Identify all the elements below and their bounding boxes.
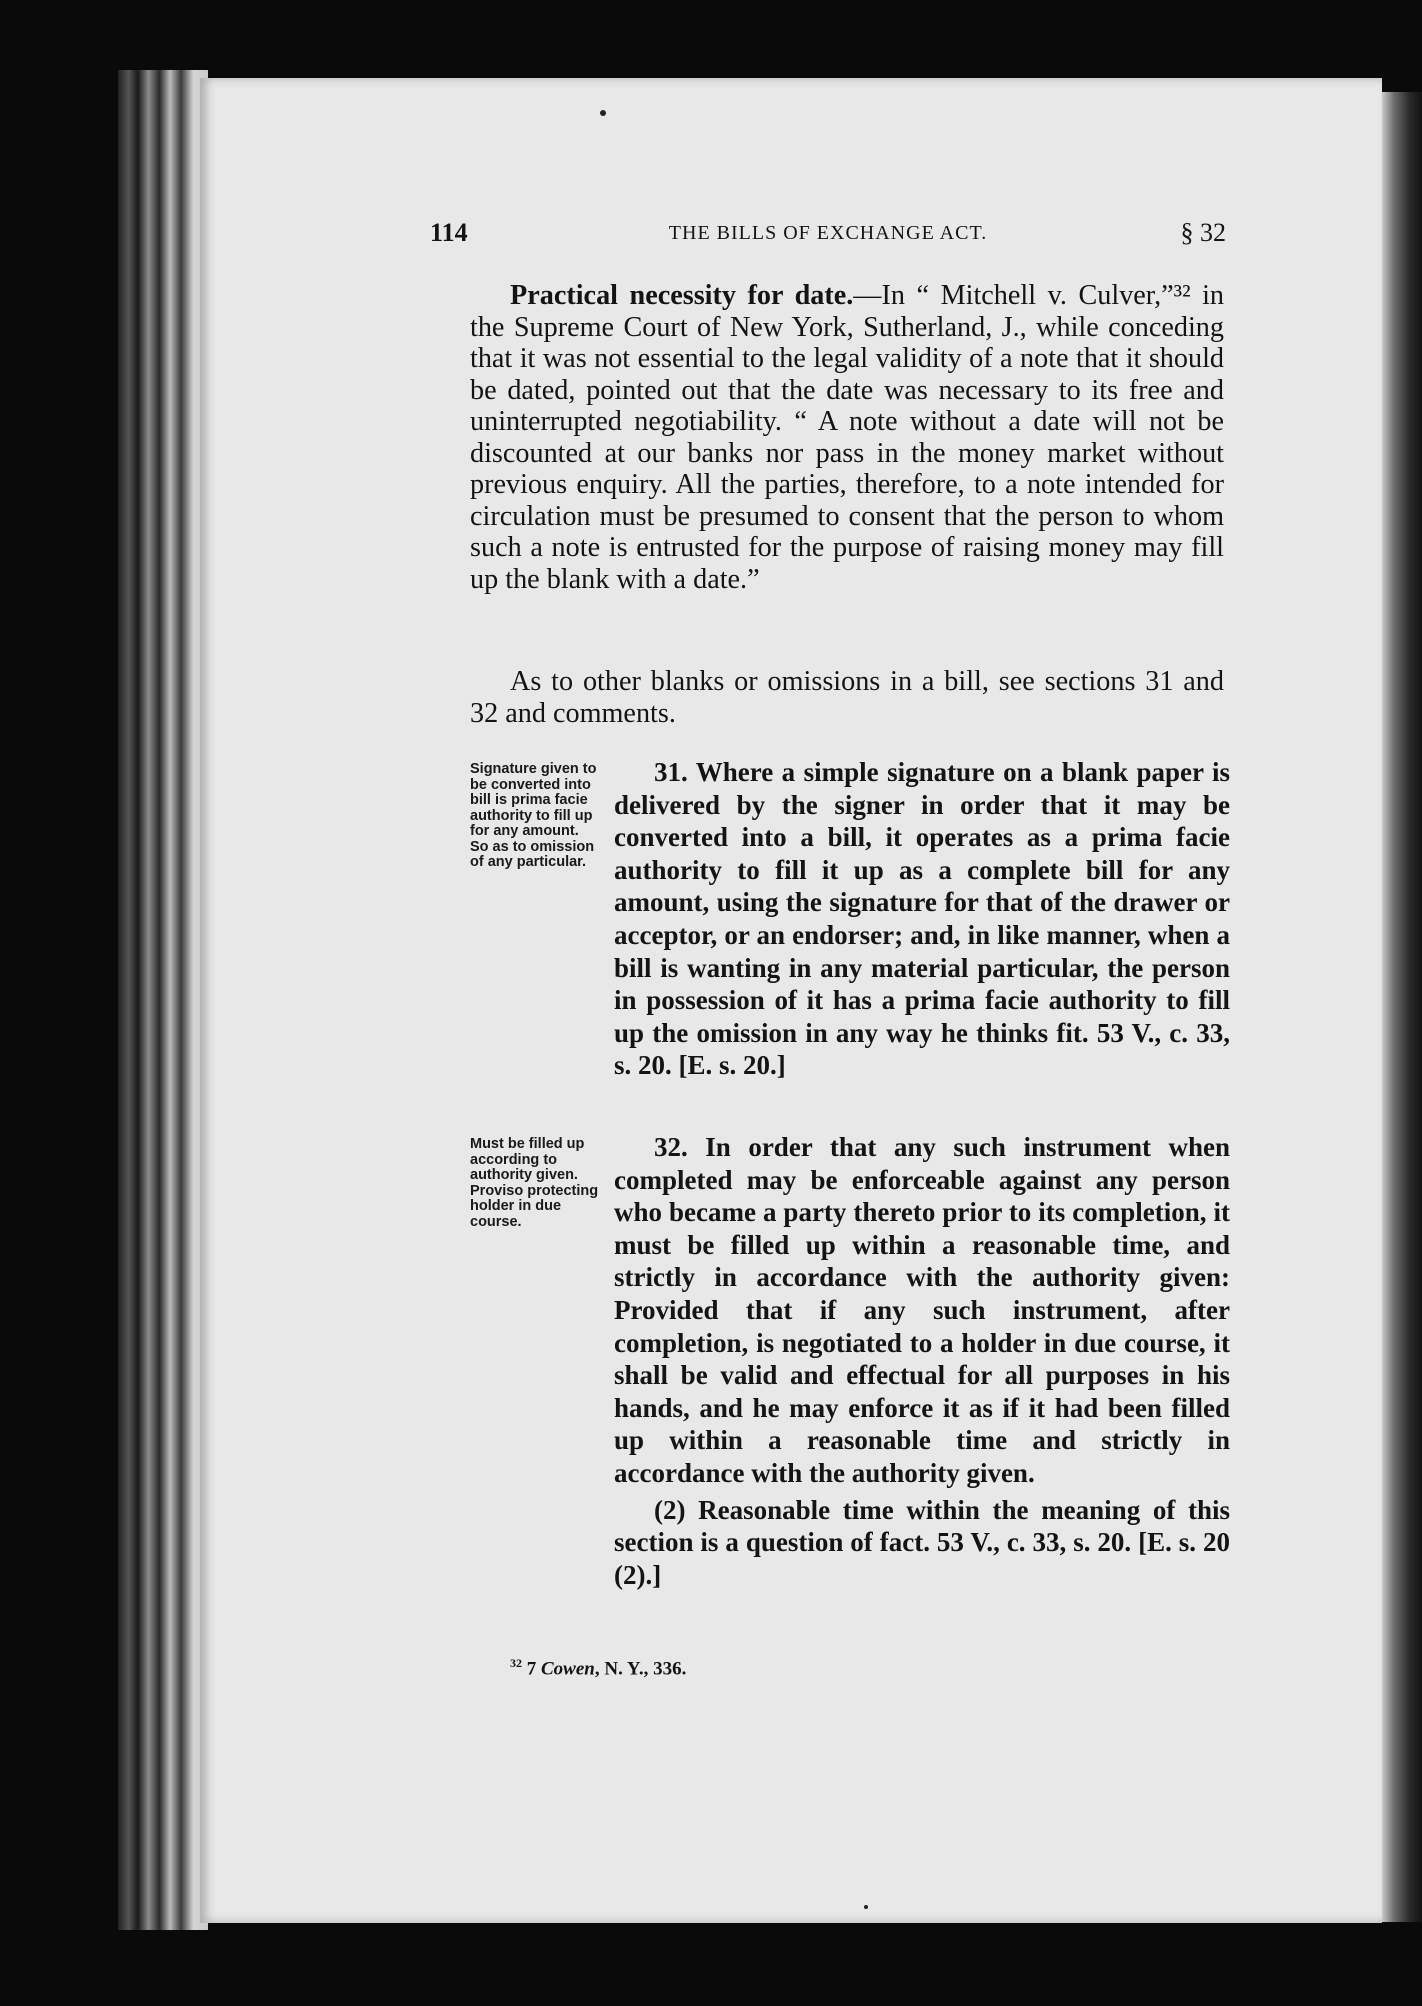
section-32	[470, 1131, 1230, 1631]
page-header	[430, 218, 1226, 252]
section-31	[470, 756, 1230, 1116]
paragraph-lead: Practical necessity for date.	[510, 280, 854, 311]
section-body	[614, 1131, 1230, 1591]
page-number: 114	[430, 218, 468, 247]
section-text: 32. In order that any such instrument when completed may be enforceable against any person who became a party thereto prior to its completion, it must be filled up within a reasonable time, and strictly in accordance with the authority given: Provided that if any such instrument, after completion, is negotiated to a holder in due course, it shall be valid and effectual for all purposes in his hands, and he may enforce it as if it had been filled up within a reasonable time and strictly in accordance with the authority given.	[614, 1132, 1230, 1488]
footnote	[510, 1656, 686, 1680]
running-title: THE BILLS OF EXCHANGE ACT.	[668, 222, 988, 244]
section-mark: § 32	[1180, 218, 1226, 247]
marginal-note: Signature given to be converted into bill is prima facie authority to fill up for any amount. So as to omission of any particular.	[470, 761, 597, 870]
ink-speck	[600, 110, 606, 116]
citation-rest: , N. Y., 336.	[594, 1658, 687, 1680]
marginal-note: Must be filled up according to authority given. Proviso protecting holder in due course.	[470, 1136, 599, 1230]
subsection-2: (2) Reasonable time within the meaning of this section is a question of fact. 53 V., c. 33, s. 20. [E. s. 20 (2).]	[614, 1494, 1230, 1590]
citation-reporter: Cowen	[541, 1658, 595, 1680]
book-binding	[118, 70, 208, 1930]
paragraph-other-blanks: As to other blanks or omissions in a bill, see sections 31 and 32 and comments.	[470, 666, 1224, 729]
ink-speck	[864, 1905, 868, 1909]
paragraph-body: —In “ Mitchell v. Culver,”³² in the Supreme Court of New York, Sutherland, J., while conceding that it was not essential to the legal validity of a note that it should be dated, pointed out that the date was necessary to its free and uninterrupted negotiability. “ A note without a date will not be discounted at our banks nor pass in the money market without previous enquiry. All the parties, therefore, to a note intended for circulation must be presumed to consent that the person to whom such a note is entrusted for the purpose of raising money may fill up the blank with a date.”	[470, 280, 1224, 595]
section-text: 31. Where a simple signature on a blank paper is delivered by the signer in order that it may be converted into a bill, it operates as a prima facie authority to fill it up as a complete bill for any amount, using the signature for that of the drawer or acceptor, or an endorser; and, in like manner, when a bill is wanting in any material particular, the person in possession of it has a prima facie authority to fill up the omission in any way he thinks fit. 53 V., c. 33, s. 20. [E. s. 20.]	[614, 757, 1230, 1081]
paragraph-practical-necessity	[470, 280, 1224, 595]
citation-volume: 7	[526, 1658, 537, 1680]
footnote-marker: 32	[510, 1656, 522, 1670]
